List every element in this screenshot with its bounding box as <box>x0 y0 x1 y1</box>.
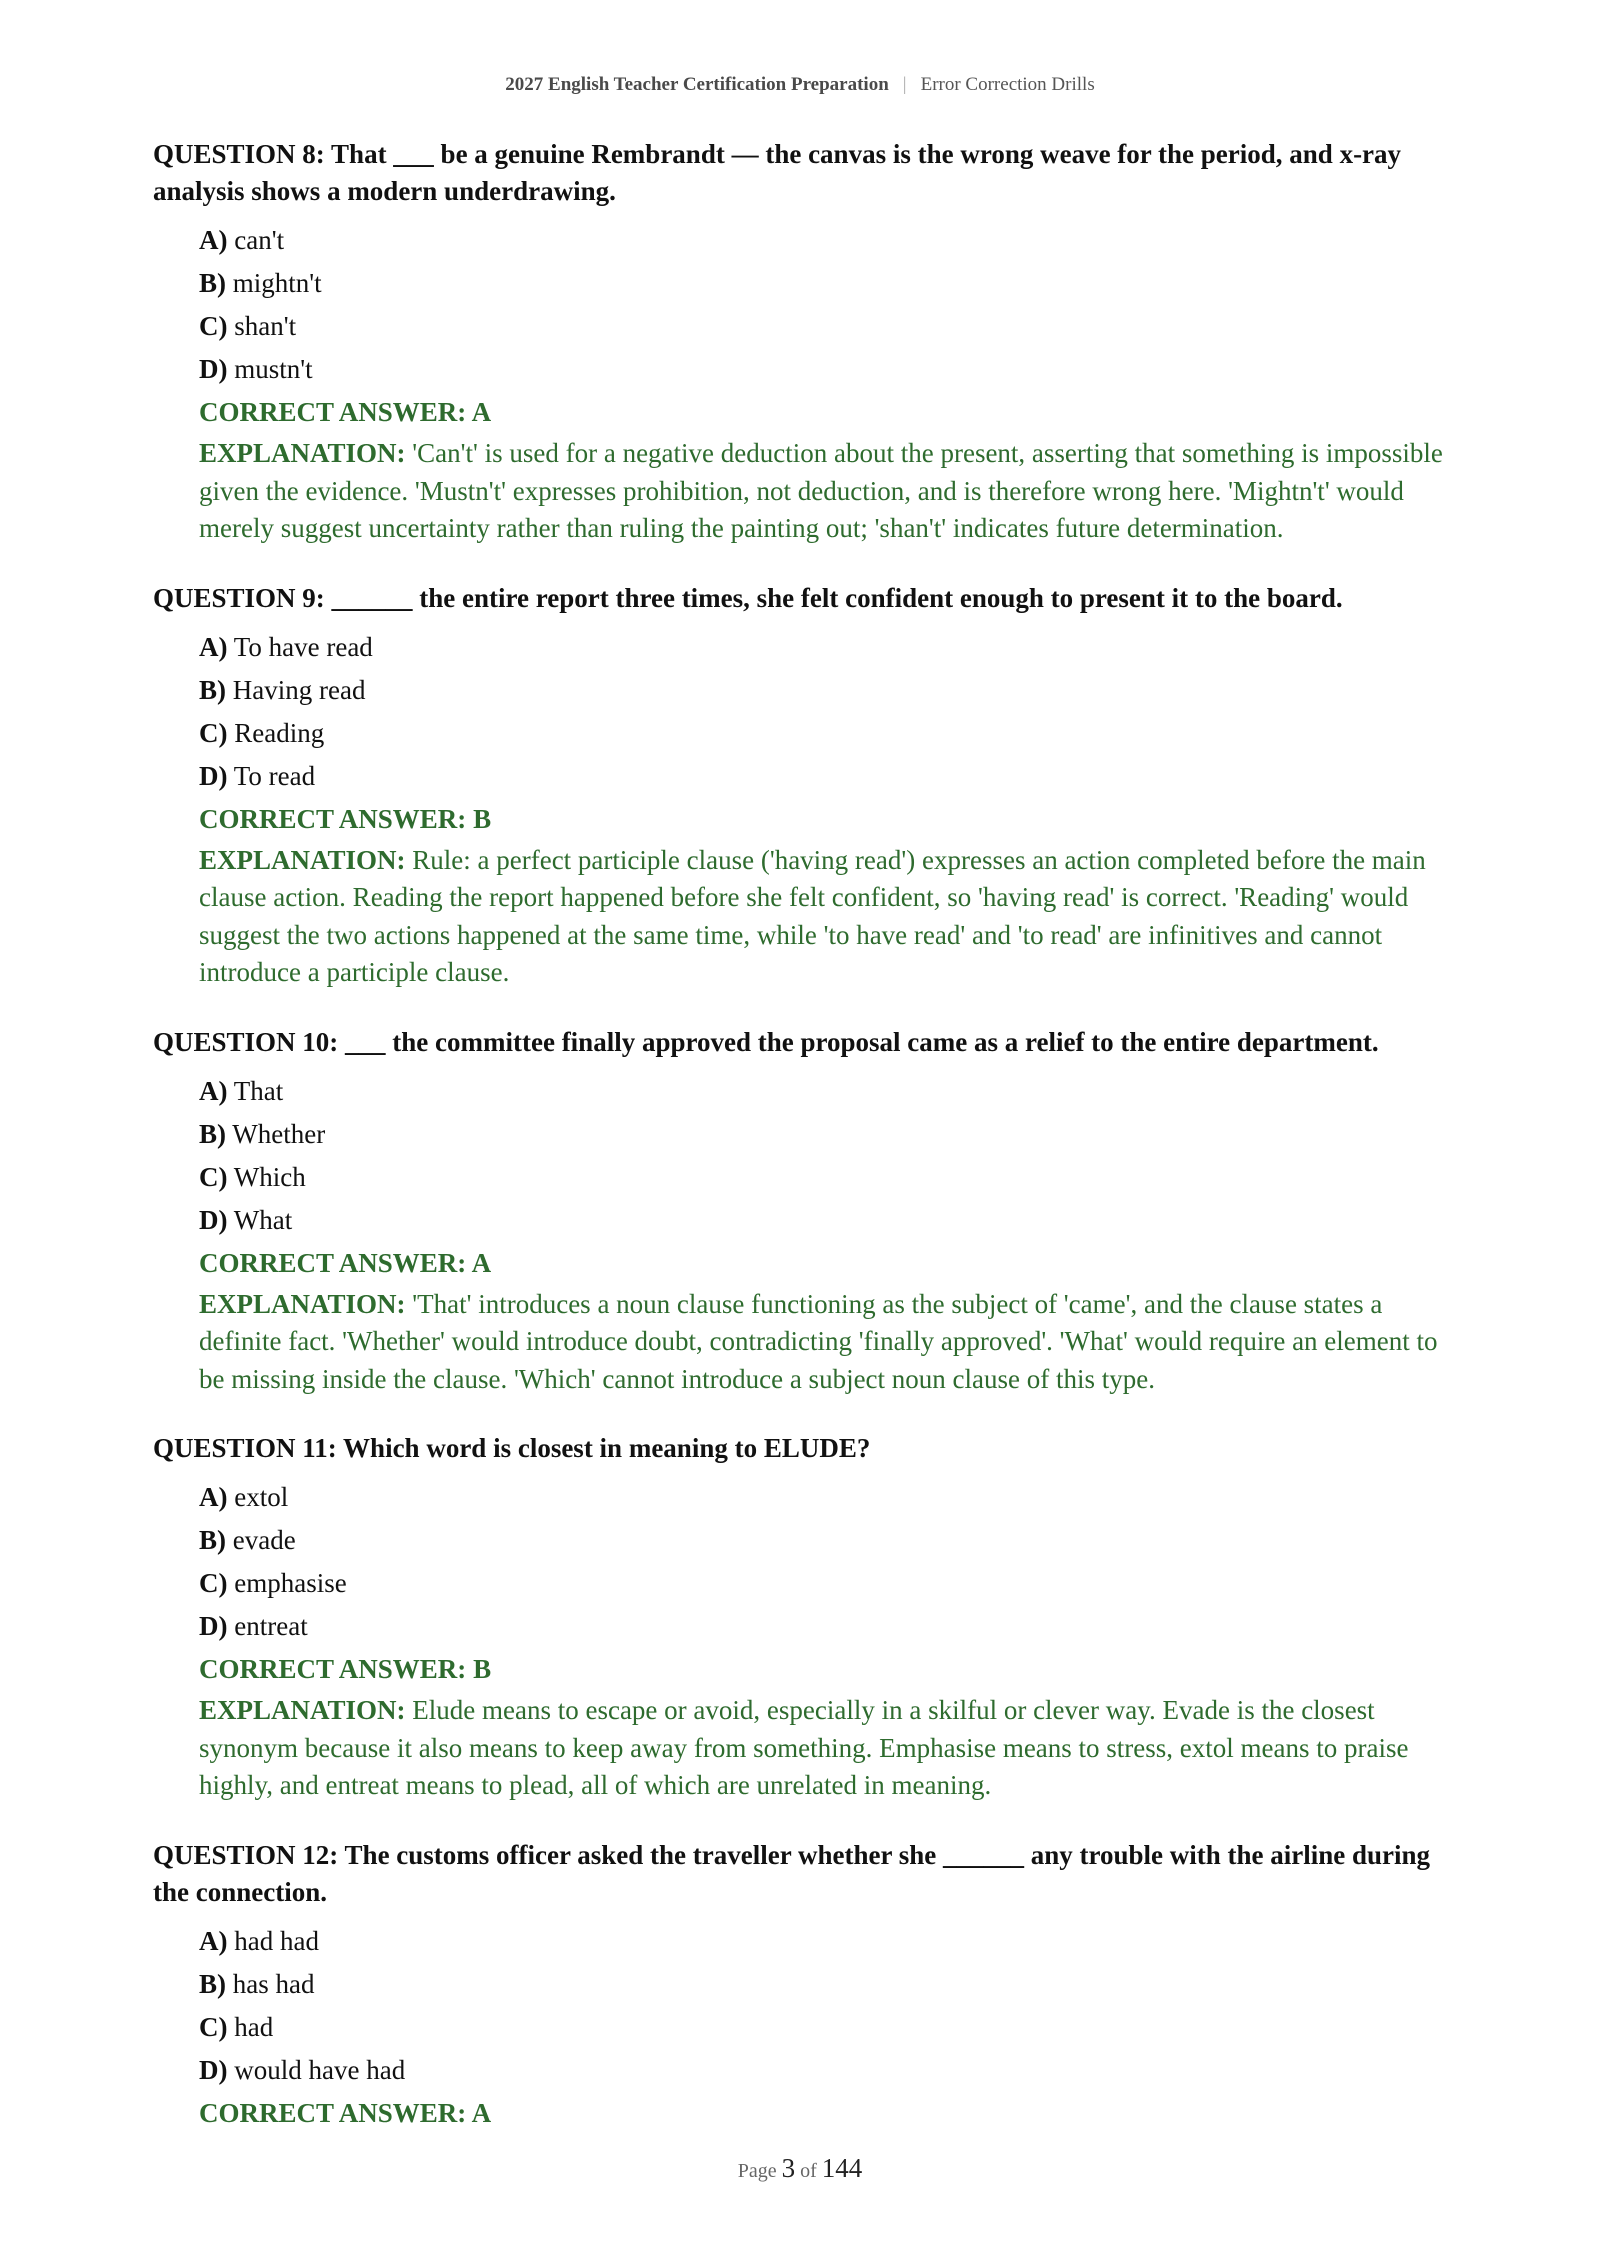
answer-option <box>199 1113 1453 1156</box>
explanation-text: 'Can't' is used for a negative deduction about the present, asserting that something is impossible given the evidence. 'Mustn't' expresses prohibition, not deduction, and is therefore wrong here. 'Mightn't' would merely suggest uncertainty rather than ruling the painting out; 'shan't' indicates future determination. <box>199 438 1443 543</box>
correct-answer-letter: B <box>473 803 492 834</box>
total-pages-number: 144 <box>821 2153 863 2183</box>
page-footer <box>0 2153 1600 2184</box>
option-letter: B) <box>199 1118 226 1149</box>
answer-option <box>199 1963 1453 2006</box>
option-text: That <box>233 1075 284 1106</box>
explanation <box>199 1286 1453 1399</box>
answer-option <box>199 1920 1453 1963</box>
answer-option <box>199 1199 1453 1242</box>
option-text: To read <box>233 760 316 791</box>
option-text: Whether <box>232 1118 326 1149</box>
option-text: Which <box>233 1161 306 1192</box>
option-text: extol <box>234 1482 289 1512</box>
option-text: mustn't <box>234 354 313 384</box>
question-list <box>153 136 1453 2167</box>
page-word: Page <box>737 2160 777 2182</box>
option-letter: C) <box>199 311 228 341</box>
explanation-label: EXPLANATION: <box>199 1695 406 1725</box>
option-text: Reading <box>234 717 325 748</box>
option-letter: D) <box>199 1204 228 1235</box>
question-text: QUESTION 9: ______ the entire report three times, she felt confident enough to present it to the board. <box>153 582 1343 613</box>
current-page-number: 3 <box>781 2153 796 2183</box>
correct-answer-label: CORRECT ANSWER: <box>199 397 467 427</box>
answer-option <box>199 1156 1453 1199</box>
explanation <box>199 842 1453 992</box>
correct-answer-label: CORRECT ANSWER: <box>199 1247 467 1278</box>
explanation-label: EXPLANATION: <box>199 844 406 875</box>
question-text: QUESTION 8: That ___ be a genuine Rembrandt — the canvas is the wrong weave for the period, and x-ray analysis shows a modern underdrawing. <box>153 139 1402 206</box>
explanation <box>199 1692 1453 1805</box>
answer-option <box>199 2049 1453 2092</box>
question-text: QUESTION 12: The customs officer asked the traveller whether she ______ any trouble with the airline during the connection. <box>153 1839 1430 1907</box>
correct-answer-letter: B <box>473 1654 492 1684</box>
answer-option <box>199 1070 1453 1113</box>
option-text: Having read <box>232 674 366 705</box>
answer-option <box>199 305 1453 348</box>
answer-option <box>199 1519 1453 1562</box>
correct-answer <box>199 2092 1453 2135</box>
option-text: What <box>233 1204 293 1235</box>
answer-option <box>199 262 1453 305</box>
document-subtitle: Error Correction Drills <box>920 74 1095 95</box>
question-block <box>153 1430 1453 1805</box>
document-title: 2027 English Teacher Certification Preparation <box>505 74 889 95</box>
option-text: entreat <box>234 1611 308 1641</box>
answer-option <box>199 755 1453 798</box>
explanation-label: EXPLANATION: <box>199 1288 406 1319</box>
answer-option <box>199 712 1453 755</box>
answer-option <box>199 2006 1453 2049</box>
correct-answer-letter: A <box>471 397 492 427</box>
option-letter: D) <box>199 2054 228 2085</box>
explanation-text: Rule: a perfect participle clause ('having read') expresses an action completed before the main clause action. Reading the report happened before she felt confident, so 'having read' is correct. 'Reading' would suggest the two actions happened at the same time, while 'to have read' and 'to read' are infinitives and cannot introduce a participle clause. <box>199 844 1426 987</box>
answer-option <box>199 626 1453 669</box>
option-text: evade <box>232 1525 296 1555</box>
option-text: shan't <box>234 311 297 341</box>
option-letter: C) <box>199 1161 228 1192</box>
question-block <box>153 1024 1453 1399</box>
option-text: had had <box>234 1925 319 1956</box>
option-letter: C) <box>199 1568 228 1598</box>
option-letter: B) <box>199 674 226 705</box>
option-letter: C) <box>199 2011 228 2042</box>
explanation-text: Elude means to escape or avoid, especially in a skilful or clever way. Evade is the closest synonym because it also means to keep away from something. Emphasise means to stress, extol means to praise highly, and entreat means to plead, all of which are unrelated in meaning. <box>199 1695 1409 1800</box>
correct-answer-label: CORRECT ANSWER: <box>199 1654 467 1684</box>
option-letter: A) <box>199 1925 228 1956</box>
question-block <box>153 1837 1453 2135</box>
option-letter: A) <box>199 1482 228 1512</box>
option-text: emphasise <box>234 1568 347 1598</box>
option-letter: B) <box>199 1968 226 1999</box>
correct-answer <box>199 391 1453 434</box>
correct-answer-label: CORRECT ANSWER: <box>199 803 467 834</box>
answer-option <box>199 1605 1453 1648</box>
correct-answer <box>199 798 1453 841</box>
header-separator: | <box>902 74 907 95</box>
option-letter: D) <box>199 354 228 384</box>
option-text: has had <box>232 1968 315 1999</box>
option-letter: A) <box>199 225 228 255</box>
explanation-text: 'That' introduces a noun clause functioning as the subject of 'came', and the clause states a definite fact. 'Whether' would introduce doubt, contradicting 'finally approved'. 'What' would require an element to be missing inside the clause. 'Which' cannot introduce a subject noun clause of this type. <box>199 1288 1438 1394</box>
answer-option <box>199 1562 1453 1605</box>
option-text: can't <box>234 225 285 255</box>
explanation <box>199 435 1453 548</box>
of-word: of <box>800 2160 817 2182</box>
question-text: QUESTION 11: Which word is closest in meaning to ELUDE? <box>153 1433 871 1463</box>
option-letter: A) <box>199 1075 228 1106</box>
correct-answer-letter: A <box>471 1247 492 1278</box>
page-header <box>0 74 1600 96</box>
question-text: QUESTION 10: ___ the committee finally approved the proposal came as a relief to the entire department. <box>153 1026 1379 1057</box>
answer-option <box>199 669 1453 712</box>
option-text: mightn't <box>232 268 322 298</box>
answer-option <box>199 1476 1453 1519</box>
option-letter: B) <box>199 1525 226 1555</box>
correct-answer-label: CORRECT ANSWER: <box>199 2097 467 2128</box>
answer-option <box>199 219 1453 262</box>
option-letter: B) <box>199 268 226 298</box>
option-letter: C) <box>199 717 228 748</box>
correct-answer <box>199 1648 1453 1691</box>
correct-answer-letter: A <box>471 2097 492 2128</box>
option-text: To have read <box>233 631 373 662</box>
explanation-label: EXPLANATION: <box>199 438 406 468</box>
question-block <box>153 580 1453 992</box>
question-block <box>153 136 1453 548</box>
option-text: had <box>234 2011 274 2042</box>
option-letter: D) <box>199 760 228 791</box>
correct-answer <box>199 1242 1453 1285</box>
option-letter: A) <box>199 631 228 662</box>
answer-option <box>199 348 1453 391</box>
option-letter: D) <box>199 1611 228 1641</box>
option-text: would have had <box>234 2054 406 2085</box>
